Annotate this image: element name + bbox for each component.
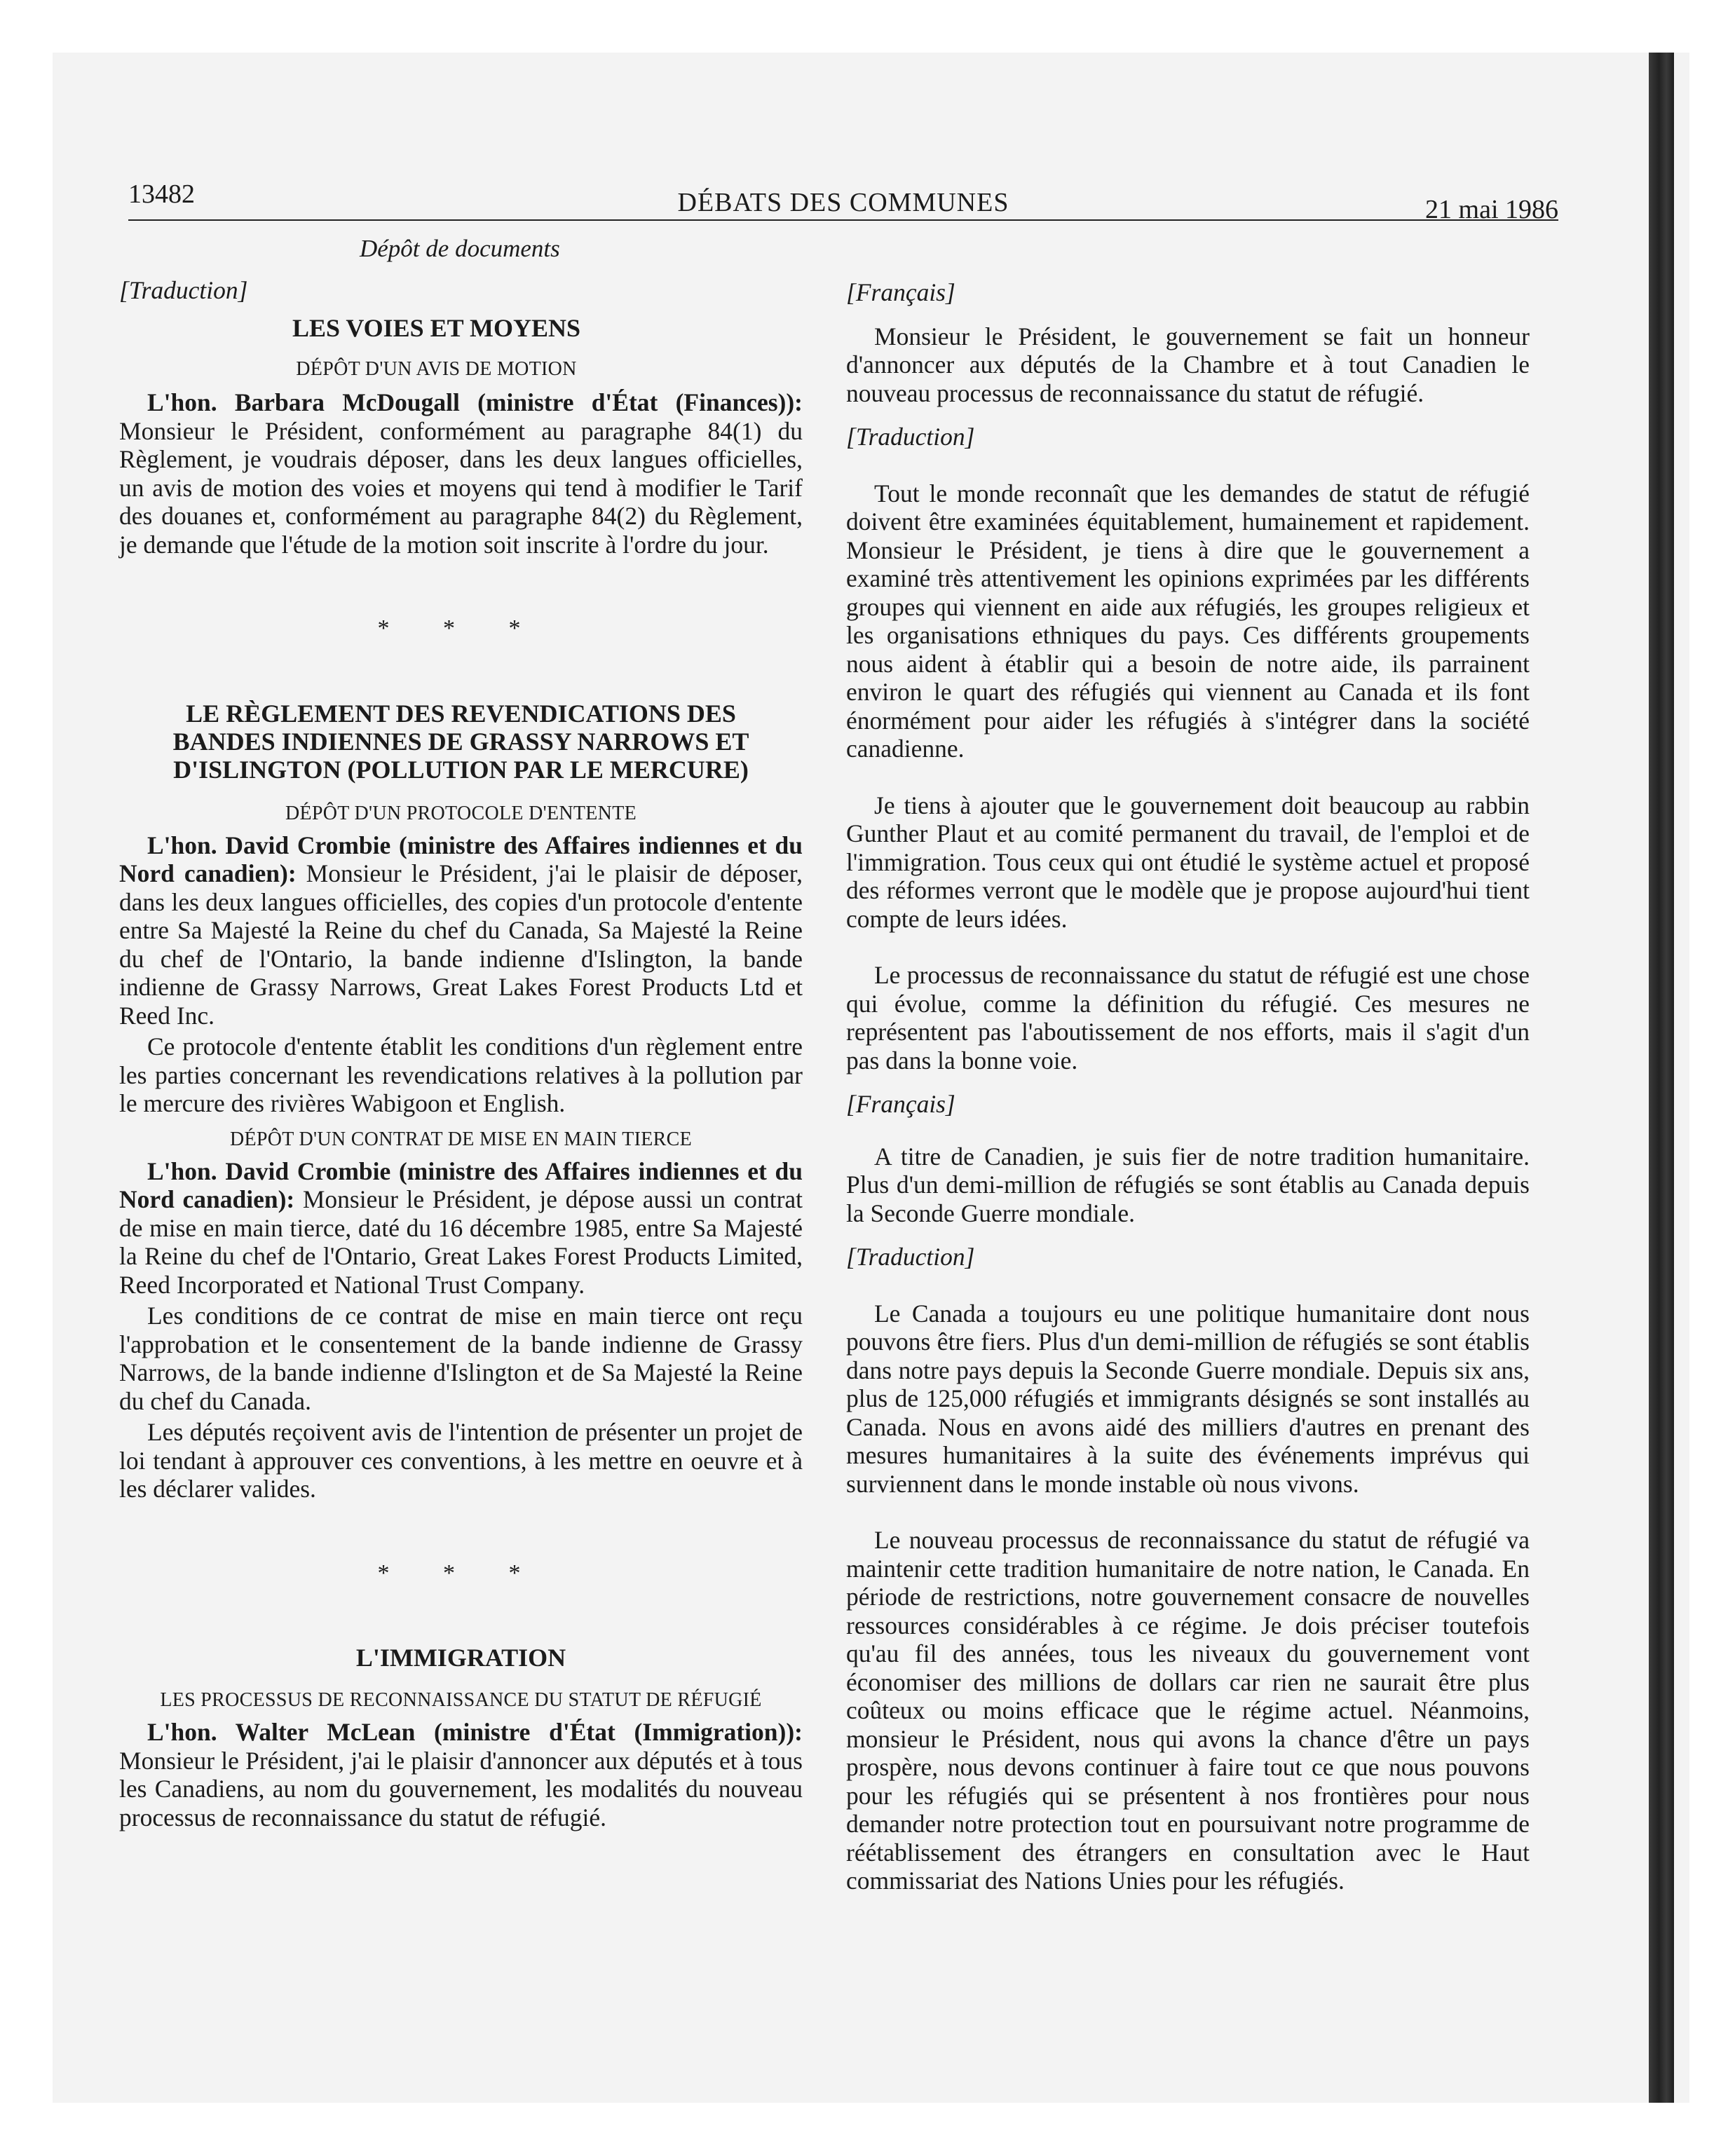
subheading-refugee-status: LES PROCESSUS DE RECONNAISSANCE DU STATUT DE RÉFUGIÉ (160, 1689, 762, 1711)
text-crombie-2: Monsieur le Président, je dépose aussi un contrat de mise en main tierce, daté du 16 décembre 1985, entre Sa Majesté la Reine du chef de l'Ontario, Great Lakes Forest Products Limited, Reed Incorporated et National Trust Company. (119, 1185, 803, 1299)
translation-marker: [Traduction] (119, 275, 248, 304)
header-rule (128, 219, 1558, 221)
text-crombie-1: Monsieur le Président, j'ai le plaisir de déposer, dans les deux langues officielles, des copies d'un protocole d'entente entre Sa Majesté la Reine du chef du Canada, Sa Majesté la Reine du chef de l'Ontario, la bande indienne d'Islington, la bande indienne de Grassy Narrows, Great Lakes Forest Products Ltd et Reed Inc. (119, 859, 803, 1030)
paragraph-bill-notice: Les députés reçoivent avis de l'intention de présenter un projet de loi tendant à approuver ces conventions, à les mettre en oeuvre et à les déclarer valides. (119, 1418, 803, 1503)
paragraph-mclean (119, 1718, 803, 1831)
heading-immigration: L'IMMIGRATION (355, 1644, 566, 1672)
separator-stars-1: * * * (377, 615, 545, 641)
paragraph-right-2: Tout le monde reconnaît que les demandes de statut de réfugié doivent être examinées équitablement, humainement et rapidement. Monsieur le Président, je tiens à dire que le gouvernement a examiné très attentivement les opinions exprimées par les différents groupes qui viennent en aide aux réfugiés, les groupes religieux et les organisations ethniques du pays. Ces différents groupements nous aident à établir qui a besoin de notre aide, ils parrainent environ le quart des réfugiés qui viennent au Canada et ils font énormément pour aider les réfugiés à s'intégrer dans la société canadienne. (846, 479, 1530, 763)
subheading-escrow: DÉPÔT D'UN CONTRAT DE MISE EN MAIN TIERCE (229, 1128, 693, 1150)
speaker-crombie-2: L'hon. David Crombie (ministre des Affaires indiennes et du Nord canadien): (119, 1157, 803, 1213)
page-header (128, 179, 1558, 228)
marker-francais-2: [Français] (846, 1090, 955, 1118)
paragraph-right-7: Le nouveau processus de reconnaissance du statut de réfugié va maintenir cette tradition humanitaire de notre nation, le Canada. En période de restrictions, notre gouvernement consacre de nouvelles ressources considérables à ce régime. Je dois préciser toutefois qu'au fil des années, tous les niveaux du gouvernement vont économiser des millions de dollars car rien ne saurait être plus coûteux ou moins efficace que le régime actuel. Néanmoins, monsieur le Président, nous qui avons la chance d'être un pays prospère, nous devons continuer à faire tout ce que nous pouvons pour les réfugiés qui se présentent à nos frontières pour nous demander notre protection tout en poursuivant notre programme de réétablissement des étrangers en consultation avec le Haut commissariat des Nations Unies pour les réfugiés. (846, 1526, 1530, 1895)
paragraph-right-3: Je tiens à ajouter que le gouvernement doit beaucoup au rabbin Gunther Plaut et au comité permanent du travail, de l'emploi et de l'immigration. Tous ceux qui ont étudié le système actuel et proposé des réformes verront que le modèle que je propose aujourd'hui tient compte de leurs idées. (846, 791, 1530, 933)
subheading-protocol: DÉPÔT D'UN PROTOCOLE D'ENTENTE (285, 802, 637, 824)
page-number: 13482 (128, 179, 195, 209)
speaker-mclean: L'hon. Walter McLean (ministre d'État (Immigration)): (147, 1718, 803, 1746)
right-column (846, 235, 1530, 1895)
marker-traduction-2: [Traduction] (846, 1243, 975, 1271)
paragraph-right-1: Monsieur le Président, le gouvernement se fait un honneur d'annoncer aux députés de la Chambre et à tout Canadien le nouveau processus de reconnaissance du statut de réfugié. (846, 322, 1530, 407)
marker-francais-1: [Français] (846, 278, 955, 306)
page-date: 21 mai 1986 (1425, 195, 1558, 224)
paragraph-mcdougall (119, 388, 803, 559)
paragraph-protocol-conditions: Ce protocole d'entente établit les conditions d'un règlement entre les parties concernant les revendications relatives à la pollution par le mercure des rivières Wabigoon et English. (119, 1032, 803, 1117)
text-mcdougall: Monsieur le Président, conformément au paragraphe 84(1) du Règlement, je voudrais déposer, dans les deux langues officielles, un avis de motion des voies et moyens qui tend à modifier le Tarif des douanes et, conformément au paragraphe 84(2) du Règlement, je demande que l'étude de la motion soit inscrite à l'ordre du jour. (119, 416, 803, 559)
separator-stars-2: * * * (377, 1560, 545, 1586)
subheading-notice-of-motion: DÉPÔT D'UN AVIS DE MOTION (296, 358, 577, 380)
heading-grassy-narrows: LE RÈGLEMENT DES REVENDICATIONS DES BANDES INDIENNES DE GRASSY NARROWS ET D'ISLINGTON (POLLUTION PAR LE MERCURE) (172, 699, 749, 784)
speaker-mcdougall: L'hon. Barbara McDougall (ministre d'État (Finances)): (147, 388, 803, 416)
section-title: Dépôt de documents (360, 235, 560, 262)
paragraph-crombie-2 (119, 1157, 803, 1299)
speaker-crombie-1: L'hon. David Crombie (ministre des Affaires indiennes et du Nord canadien): (119, 831, 803, 887)
paragraph-right-4: Le processus de reconnaissance du statut de réfugié est une chose qui évolue, comme la définition du réfugié. Ces mesures ne représentent pas l'aboutissement de nos efforts, mais il s'agit d'un pas dans la bonne voie. (846, 961, 1530, 1074)
paragraph-escrow-conditions: Les conditions de ce contrat de mise en main tierce ont reçu l'approbation et le consentement de la bande indienne de Grassy Narrows, de la bande indienne d'Islington et de Sa Majesté la Reine du chef du Canada. (119, 1302, 803, 1415)
text-mclean: Monsieur le Président, j'ai le plaisir d'annoncer aux députés et à tous les Canadiens, au nom du gouvernement, les modalités du nouveau processus de reconnaissance du statut de réfugié. (119, 1746, 803, 1831)
paragraph-crombie-1 (119, 831, 803, 1030)
paragraph-right-6: Le Canada a toujours eu une politique humanitaire dont nous pouvons être fiers. Plus d'un demi-million de réfugiés se sont établis dans notre pays depuis la Seconde Guerre mondiale. Depuis six ans, plus de 125,000 réfugiés et immigrants désignés se sont installés au Canada. Nous en avons aidé des milliers d'autres en prenant des mesures humanitaires à la suite des événements imprévus qui surviennent dans le monde instable où nous vivons. (846, 1299, 1530, 1498)
left-column (119, 235, 803, 1831)
paragraph-right-5: A titre de Canadien, je suis fier de notre tradition humanitaire. Plus d'un demi-million de réfugiés se sont établis au Canada depuis la Seconde Guerre mondiale. (846, 1142, 1530, 1227)
marker-traduction-1: [Traduction] (846, 423, 975, 451)
scan-edge-bar (1649, 53, 1674, 2103)
publication-title: DÉBATS DES COMMUNES (677, 188, 1009, 217)
heading-ways-and-means: LES VOIES ET MOYENS (292, 314, 581, 342)
